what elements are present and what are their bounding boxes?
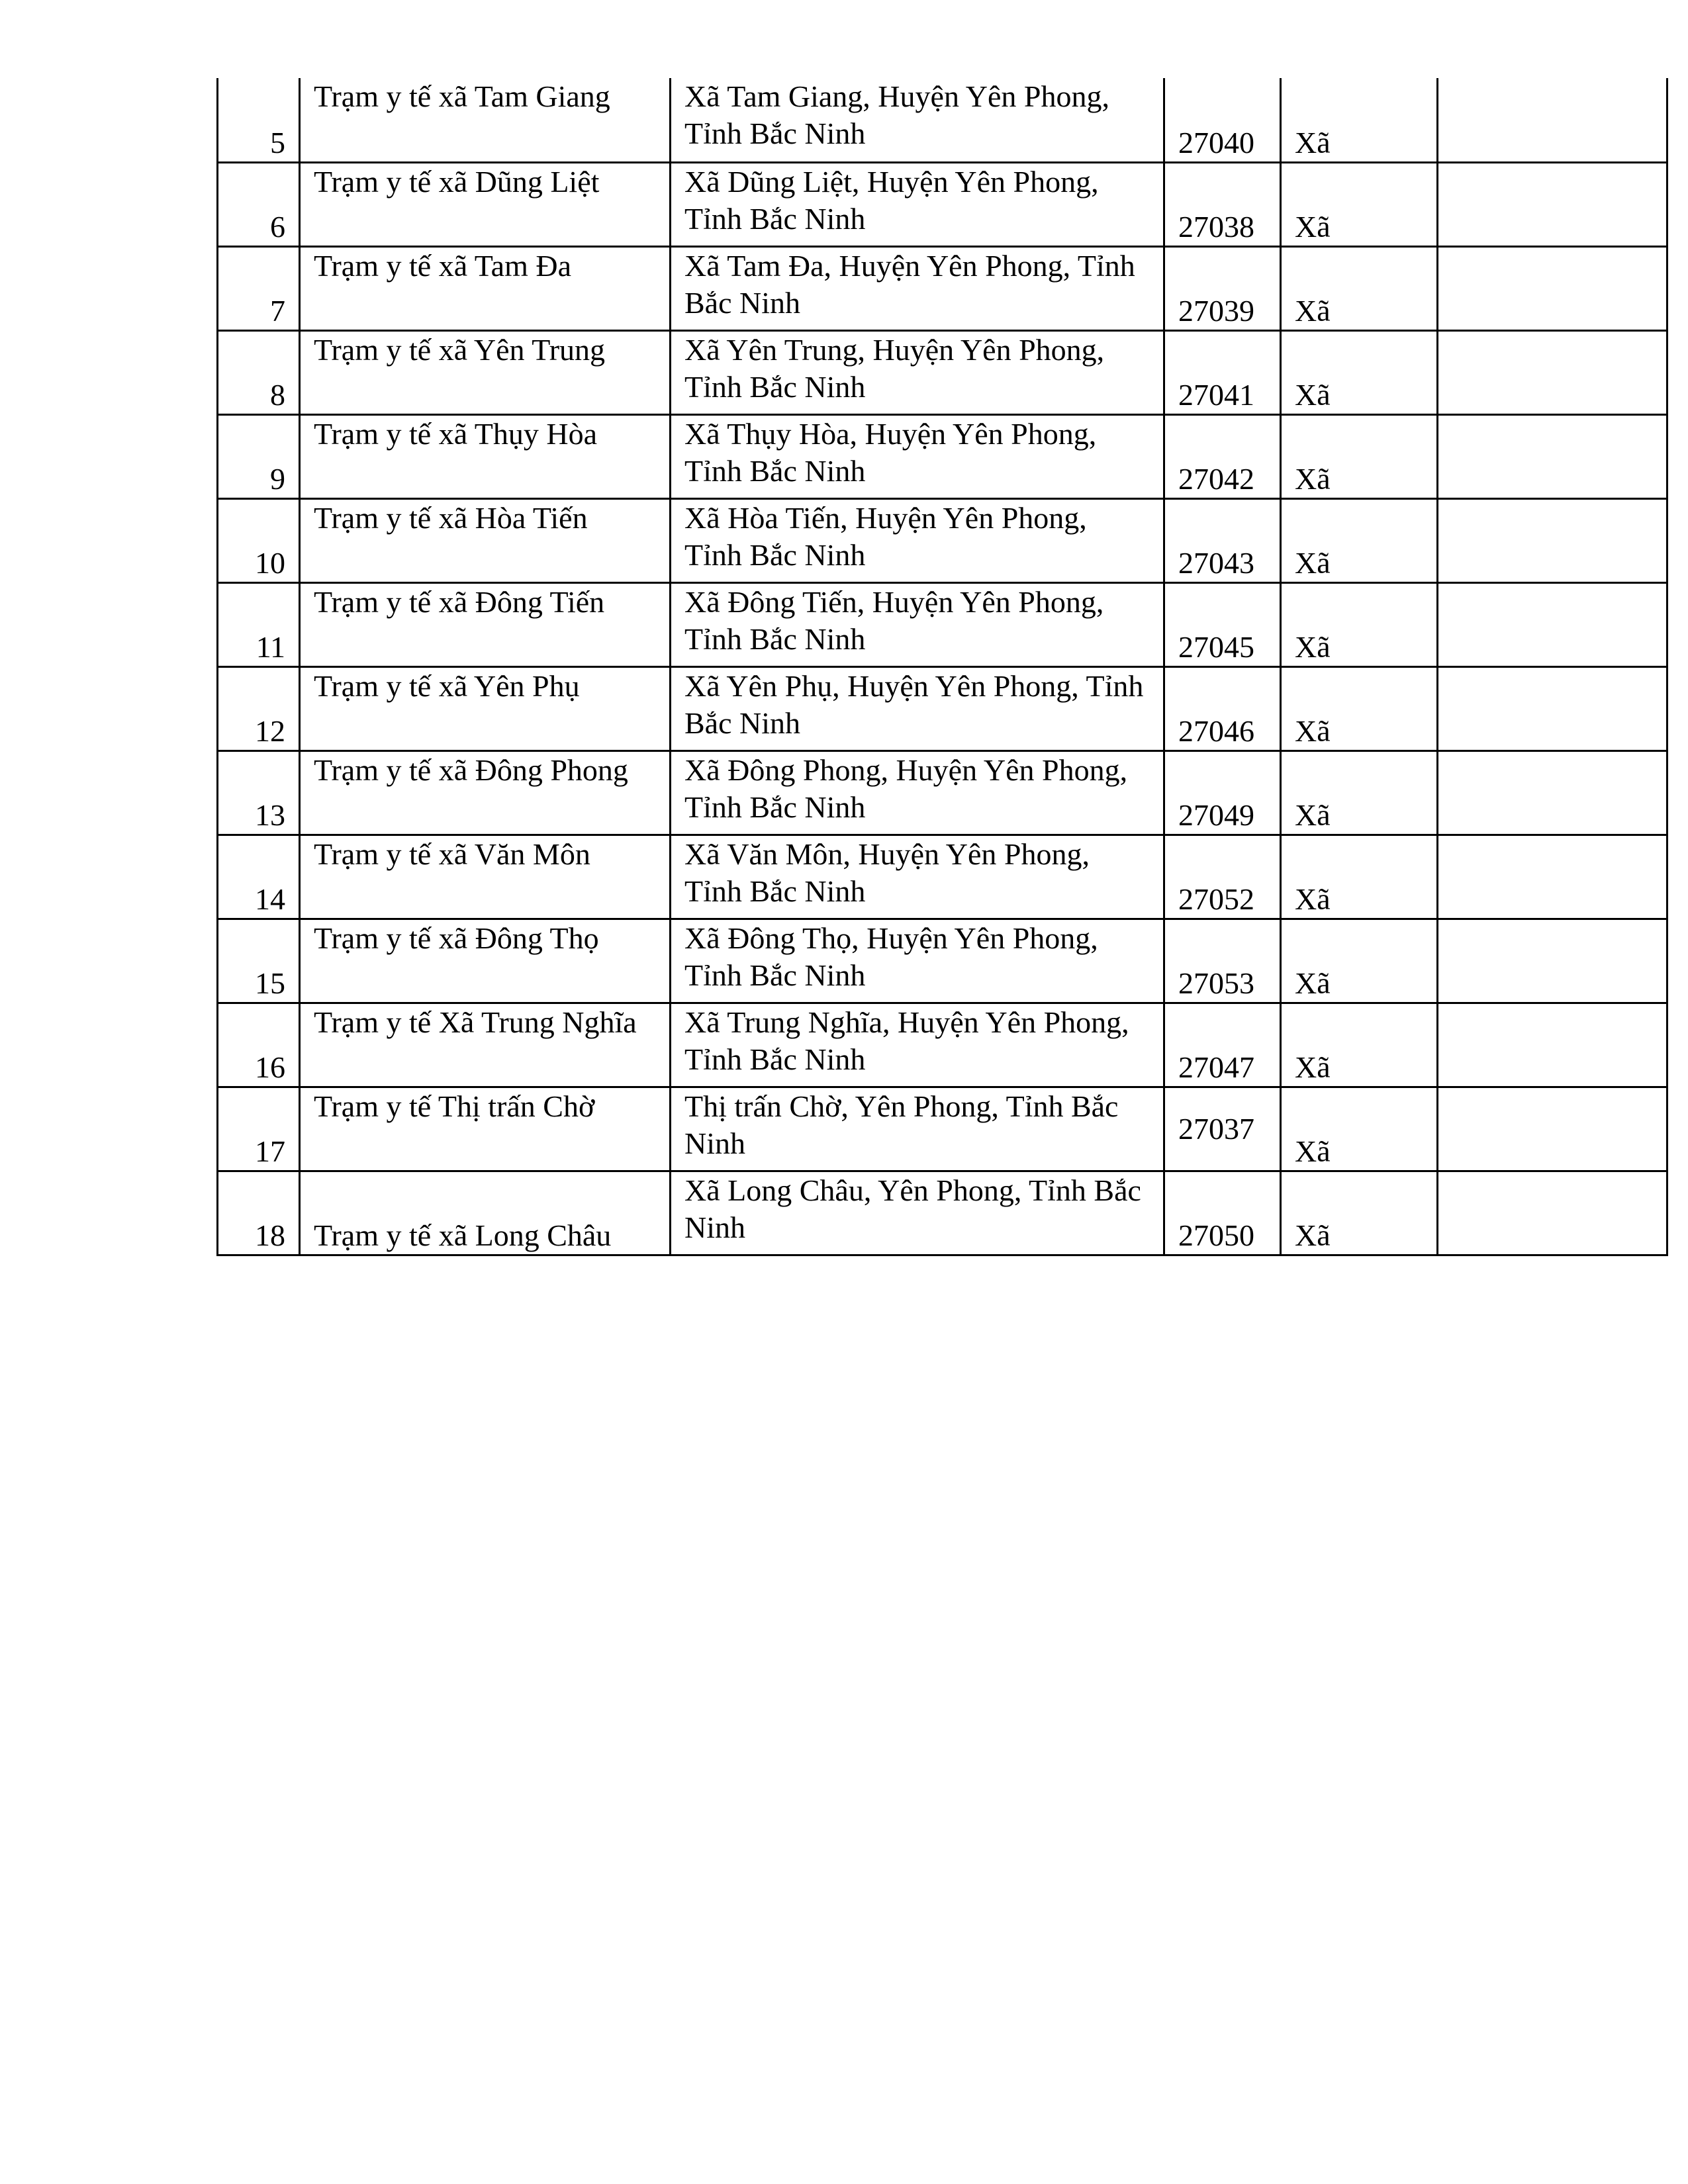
row-number: 11 [218,582,300,666]
table-row [218,330,1667,414]
row-number: 13 [218,751,300,835]
station-code: 27046 [1164,666,1281,751]
station-note [1438,1171,1667,1255]
station-note [1438,582,1667,666]
row-number: 9 [218,414,300,498]
station-code: 27037 [1164,1087,1281,1171]
station-name: Trạm y tế xã Hòa Tiến [300,498,671,582]
station-code: 27040 [1164,78,1281,162]
table-row [218,835,1667,919]
station-address: Xã Đông Tiến, Huyện Yên Phong, Tỉnh Bắc Ninh [671,582,1164,666]
row-number: 17 [218,1087,300,1171]
station-note [1438,1003,1667,1087]
station-address: Xã Đông Phong, Huyện Yên Phong, Tỉnh Bắc Ninh [671,751,1164,835]
station-code: 27050 [1164,1171,1281,1255]
table-row [218,246,1667,330]
row-number: 15 [218,919,300,1003]
station-type: Xã [1281,582,1438,666]
table-row [218,162,1667,246]
row-number: 5 [218,78,300,162]
station-code: 27052 [1164,835,1281,919]
table-row [218,582,1667,666]
station-code: 27043 [1164,498,1281,582]
station-note [1438,330,1667,414]
table-row [218,1171,1667,1255]
table-row [218,1003,1667,1087]
table-row [218,751,1667,835]
station-type: Xã [1281,1171,1438,1255]
station-name: Trạm y tế xã Đông Phong [300,751,671,835]
station-address: Xã Dũng Liệt, Huyện Yên Phong, Tỉnh Bắc Ninh [671,162,1164,246]
station-name: Trạm y tế xã Tam Đa [300,246,671,330]
station-type: Xã [1281,162,1438,246]
station-address: Thị trấn Chờ, Yên Phong, Tỉnh Bắc Ninh [671,1087,1164,1171]
station-note [1438,835,1667,919]
station-type: Xã [1281,751,1438,835]
station-name: Trạm y tế Xã Trung Nghĩa [300,1003,671,1087]
station-code: 27053 [1164,919,1281,1003]
station-note [1438,919,1667,1003]
station-code: 27042 [1164,414,1281,498]
station-name: Trạm y tế xã Long Châu [300,1171,671,1255]
station-type: Xã [1281,835,1438,919]
station-type: Xã [1281,498,1438,582]
health-station-table [216,78,1668,1256]
row-number: 8 [218,330,300,414]
station-type: Xã [1281,666,1438,751]
station-name: Trạm y tế xã Đông Tiến [300,582,671,666]
station-address: Xã Văn Môn, Huyện Yên Phong, Tỉnh Bắc Ninh [671,835,1164,919]
row-number: 16 [218,1003,300,1087]
table-row [218,414,1667,498]
station-note [1438,498,1667,582]
station-note [1438,751,1667,835]
table-row [218,498,1667,582]
station-name: Trạm y tế xã Yên Phụ [300,666,671,751]
station-name: Trạm y tế xã Đông Thọ [300,919,671,1003]
station-code: 27041 [1164,330,1281,414]
station-address: Xã Long Châu, Yên Phong, Tỉnh Bắc Ninh [671,1171,1164,1255]
row-number: 10 [218,498,300,582]
station-note [1438,666,1667,751]
table-row [218,78,1667,162]
station-name: Trạm y tế xã Tam Giang [300,78,671,162]
station-type: Xã [1281,330,1438,414]
station-code: 27039 [1164,246,1281,330]
station-name: Trạm y tế xã Văn Môn [300,835,671,919]
station-note [1438,1087,1667,1171]
station-address: Xã Tam Giang, Huyện Yên Phong, Tỉnh Bắc Ninh [671,78,1164,162]
station-code: 27038 [1164,162,1281,246]
station-address: Xã Thụy Hòa, Huyện Yên Phong, Tỉnh Bắc Ninh [671,414,1164,498]
station-address: Xã Trung Nghĩa, Huyện Yên Phong, Tỉnh Bắc Ninh [671,1003,1164,1087]
station-code: 27045 [1164,582,1281,666]
row-number: 6 [218,162,300,246]
station-type: Xã [1281,919,1438,1003]
station-note [1438,246,1667,330]
station-note [1438,162,1667,246]
station-name: Trạm y tế xã Thụy Hòa [300,414,671,498]
station-note [1438,414,1667,498]
station-address: Xã Hòa Tiến, Huyện Yên Phong, Tỉnh Bắc Ninh [671,498,1164,582]
station-name: Trạm y tế xã Dũng Liệt [300,162,671,246]
station-type: Xã [1281,1003,1438,1087]
station-name: Trạm y tế xã Yên Trung [300,330,671,414]
row-number: 18 [218,1171,300,1255]
station-address: Xã Yên Phụ, Huyện Yên Phong, Tỉnh Bắc Ninh [671,666,1164,751]
station-type: Xã [1281,78,1438,162]
row-number: 7 [218,246,300,330]
station-name: Trạm y tế Thị trấn Chờ [300,1087,671,1171]
table-row [218,1087,1667,1171]
row-number: 14 [218,835,300,919]
station-address: Xã Yên Trung, Huyện Yên Phong, Tỉnh Bắc Ninh [671,330,1164,414]
table-row [218,666,1667,751]
station-address: Xã Đông Thọ, Huyện Yên Phong, Tỉnh Bắc Ninh [671,919,1164,1003]
table-row [218,919,1667,1003]
station-type: Xã [1281,1087,1438,1171]
station-code: 27047 [1164,1003,1281,1087]
station-note [1438,78,1667,162]
station-type: Xã [1281,414,1438,498]
row-number: 12 [218,666,300,751]
station-type: Xã [1281,246,1438,330]
station-code: 27049 [1164,751,1281,835]
station-address: Xã Tam Đa, Huyện Yên Phong, Tỉnh Bắc Ninh [671,246,1164,330]
